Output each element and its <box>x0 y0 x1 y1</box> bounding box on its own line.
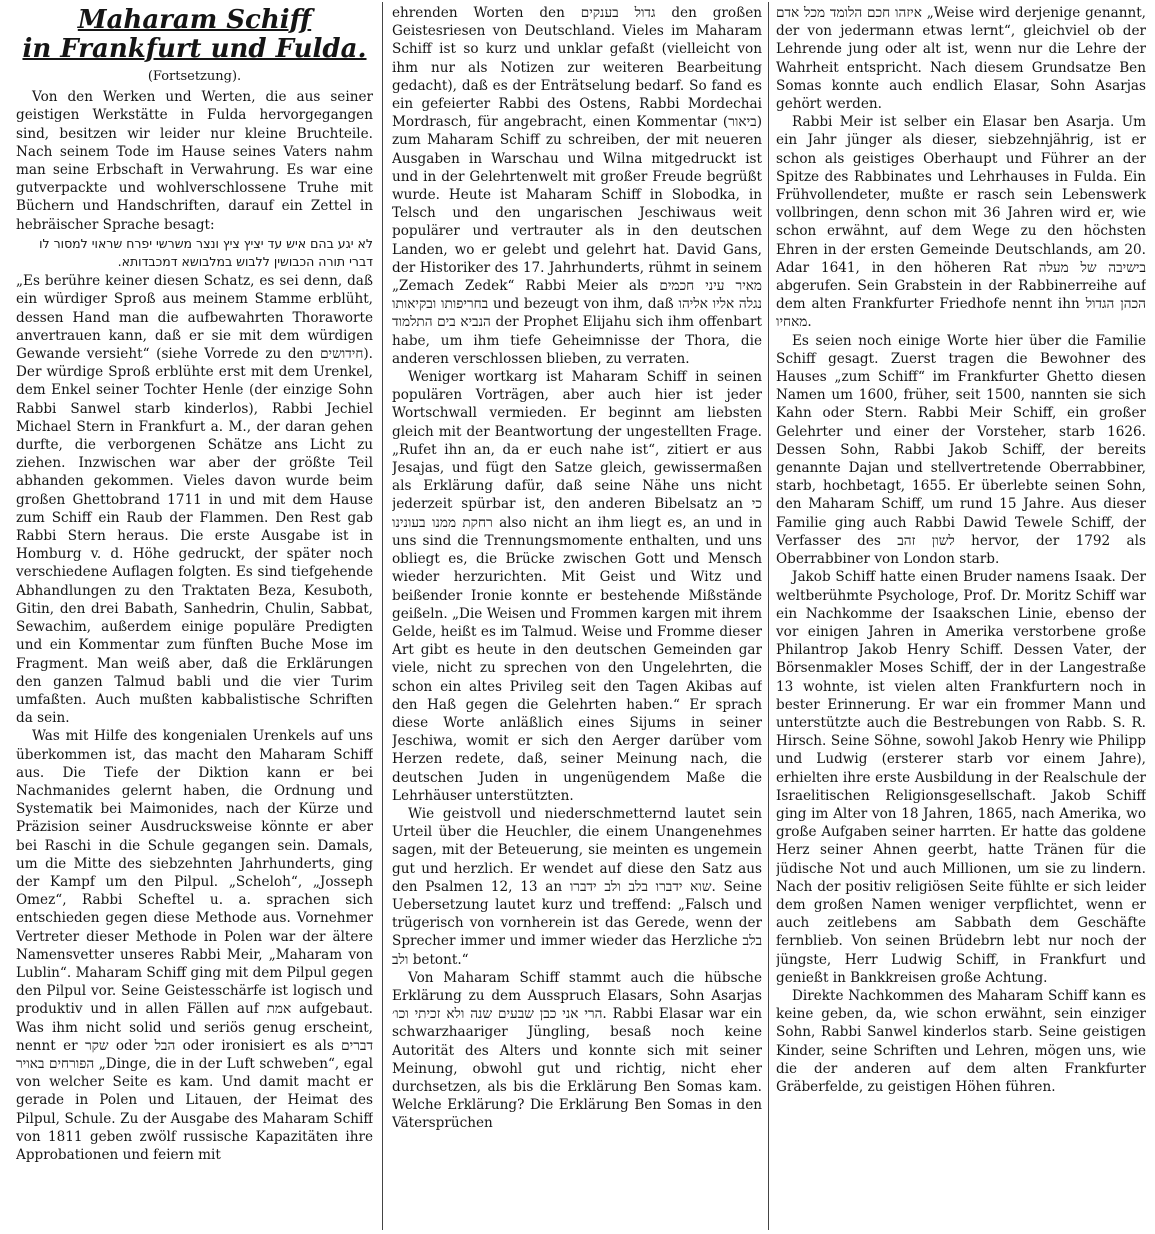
title-line-2: in Frankfurt und Fulda. <box>22 34 367 64</box>
article-subtitle: (Fortsetzung). <box>147 69 242 84</box>
paragraph: Von Maharam Schiff stammt auch die hübsche Erklärung zu dem Ausspruch Elasars, Sohn Asarjas ‎הרי אני כבן שבעים שנה ולא זכיתי וכו׳‎. Rabbi Elasar war ein schwarzhaariger Jüngling, besaß noch keine Autorität des Alters und konnte sich mit seiner Meinung, obwohl gut und richtig, nicht eher durchsetzen, als bis die Erklärung Ben Somas kam. Welche Erklärung? Die Erklärung Ben Somas in den Vätersprüchen <box>392 969 762 1132</box>
paragraph: Wie geistvoll und niederschmetternd lautet sein Urteil über die Heuchler, die einem Unangenehmes sagen, mit der Beteuerung, sie meinten es ungemein gut und herzlich. Er wendet auf diese den Satz aus den Psalmen 12, 13 an ‎שוא ידברו בלב ולב ידברו‎. Seine Uebersetzung lautet kurz und treffend: „Falsch und trügerisch von vornherein ist das Gerede, wenn der Sprecher immer und immer wieder das Herzliche ‎בלב ולב‎ betont.“ <box>392 805 762 968</box>
paragraph: Von den Werken und Werten, die aus seiner geistigen Werkstätte in Fulda hervorgegangen sind, besitzen wir leider nur kleine Bruchteile. Nach seinem Tode im Hause seines Vaters nahm man seine Erbschaft in Verwahrung. Es war eine gutverpackte und wohlverschlossene Truhe mit Büchern und Handschriften, darauf ein Zettel in hebräischer Sprache besagt: <box>16 89 373 233</box>
paragraph: Direkte Nachkommen des Maharam Schiff kann es keine geben, da, wie schon erwähnt, sein einziger Sohn, Rabbi Sanwel kinderlos starb. Seine geistigen Kinder, seine Schriften und Lehren, mögen uns, wie die der anderen auf dem alten Frankfurter Gräberfelde, zu geistigen Höhen führen. <box>776 987 1146 1095</box>
column-divider <box>768 2 769 1230</box>
paragraph: „Es berühre keiner diesen Schatz, es sei denn, daß ein würdiger Sproß aus meinem Stamme erblüht, dessen Hand man die aufbewahrten Thoraworte anvertrauen kann, daß er sie mit dem würdigen Gewande versieht“ (siehe Vorrede zu den ‎חידושים). Der würdige Sproß erblühte erst mit dem Urenkel, dem Enkel seiner Tochter Henle (der einzige Sohn Rabbi Sanwel starb kinderlos), Rabbi Jechiel Michael Stern in Frankfurt a. M., der daran gehen durfte, die verborgenen Schätze ans Licht zu ziehen. Inzwischen war aber der größte Teil abhanden gekommen. Vieles davon wurde beim großen Ghettobrand 1711 in und mit dem Hause zum Schiff ein Raub der Flammen. Den Rest gab Rabbi Stern heraus. Die erste Ausgabe ist in Homburg v. d. Höhe gedruckt, der später noch verschiedene Auflagen folgten. Es sind tiefgehende Abhandlungen zu den Traktaten Beza, Kesuboth, Gitin, den drei Babath, Sanhedrin, Chulin, Sabbat, Sewachim, außerdem einige populäre Predigten und ein Kommentar zum fünften Buche Mose im Fragment. Man weiß aber, daß die Erklärungen den ganzen Talmud babli und die vier Turim umfaßten. Auch mußten kabbalistische Schriften da sein. <box>16 273 373 727</box>
paragraph: Was mit Hilfe des kongenialen Urenkels auf uns überkommen ist, das macht den Maharam Schiff aus. Die Tiefe der Diktion kann er bei Nachmanides gelernt haben, die Ordnung und Systematik bei Maimonides, nach der Kürze und Präzision seiner Ausdrucksweise könnte er aber bei Raschi in die Schule gegangen sein. Damals, um die Mitte des siebzehnten Jahrhunderts, ging der Kampf um den Pilpul. „Scheloh“, „Josseph Omez“, Rabbi Scheftel u. a. sprachen sich entschieden gegen diese Methode aus. Vornehmer Vertreter dieser Methode in Polen war der ältere Namensvetter unseres Rabbi Meir, „Maharam von Lublin“. Maharam Schiff ging mit dem Pilpul gegen den Pilpul vor. Seine Geistesschärfe ist logisch und produktiv und in allen Fällen auf ‎אמת‎ aufgebaut. Was ihm nicht solid und seriös genug erscheint, nennt er ‎שקר‎ oder ‎הבל‎ oder ironisiert es als ‎דברים הפורחים באויר‎ „Dinge, die in der Luft schweben“, egal von welcher Seite es kam. Und damit macht er gerade in Polen und Litauen, der Heimat des Pilpul, Schule. Zu der Ausgabe des Maharam Schiff von 1811 geben zwölf russische Kapazitäten ihre Approbationen und feiern mit <box>16 728 373 1163</box>
paragraph: ‎איזהו חכם הלומד מכל אדם‎ „Weise wird derjenige genannt, der von jedermann etwas lernt“, gleichviel ob der Lehrende jung oder alt ist, wenn nur die Lehre der Wahrheit entspricht. Nach diesem Grundsatze Ben Somas konnte auch endlich Elasar, Sohn Asarjas gehört werden. <box>776 5 1146 113</box>
paragraph: ehrenden Worten den ‎גדול בענקים‎ den großen Geistesriesen von Deutschland. Vieles im Maharam Schiff ist so kurz und unklar gefaßt (vielleicht von ihm nur als Notizen zur weiteren Bearbeitung gedacht), daß es der Enträtselung bedarf. So fand es ein gefeierter Rabbi des Ostens, Rabbi Mordechai Mordrasch, für angebracht, einen Kommentar (‎ביאור‎) zum Maharam Schiff zu schreiben, der mit neueren Ausgaben in Warschau und Wilna mitgedruckt ist und in der Gelehrtenwelt mit großer Freude begrüßt wurde. Heute ist Maharam Schiff in Slobodka, in Telsch und den ungarischen Jeschiwaus weit populärer und vertrauter als in den deutschen Landen, wo er gelebt und gelehrt hat. David Gans, der Historiker des 17. Jahrhunderts, rühmt in seinem „Zemach Zedek“ Rabbi Meier als ‎מאיר עיני חכמים בחריפותו ובקיאותו‎ und bezeugt von ihm, daß ‎נגלה אליו אליהו הנביא בים התלמוד‎ der Prophet Elijahu sich ihm offenbart habe, um ihm tiefe Geheimnisse der Thora, die anderen verschlossen blieben, zu verraten. <box>392 5 762 367</box>
hebrew-inscription: לא יגע בהם איש עד יציץ ציץ ונצר משרשי יפרח שראוי למסור לו דברי תורה הכבושין ללבוש במלבושא דמכבדותא. <box>39 235 373 270</box>
column-3 <box>776 4 1146 1230</box>
article-title <box>16 6 373 64</box>
paragraph: Rabbi Meir ist selber ein Elasar ben Asarja. Um ein Jahr jünger als dieser, siebzehnjährig, ist er schon als geistiges Oberhaupt und Führer an der Spitze des Rabbinates und Lehrhauses in Fulda. Ein Frühvollendeter, mußte er rasch sein Lebenswerk vollbringen, denn schon mit 36 Jahren wird er, wie schon erwähnt, auf dem Wege zu den höchsten Ehren in der ersten Gemeinde Deutschlands, am 20. Adar 1641, in den höheren Rat ‎בישיבה של מעלה‎ abgerufen. Sein Grabstein in der Rabbinerreihe auf dem alten Frankfurter Friedhofe nennt ihn ‎הכהן הגדול מאחיו‎. <box>776 114 1146 331</box>
column-1 <box>16 4 373 1230</box>
paragraph: Weniger wortkarg ist Maharam Schiff in seinen populären Vorträgen, aber auch hier ist jeder Wortschwall vermieden. Er beginnt am liebsten gleich mit der Beantwortung der ungestellten Frage. „Rufet ihn an, da er euch nahe ist“, zitiert er aus Jesajas, und fügt den Satze gleich, gewissermaßen als Erklärung dafür, daß seine Nähe uns nicht jederzeit spürbar ist, den anderen Bibelsatz an ‎כי רחקת ממנו בעונינו‎ also nicht an ihm liegt es, an und in uns sind die Trennungsmomente enthalten, und uns obliegt es, die Brücke zwischen Gott und Mensch wieder herzurichten. Mit Geist und Witz und beißender Ironie konnte er bestehende Mißstände geißeln. „Die Weisen und Frommen kargen mit ihrem Gelde, heißt es im Talmud. Weise und Fromme dieser Art gibt es heute in den deutschen Gemeinden gar viele, nicht zu sprechen von den Ungelehrten, die schon ein altes Privileg seit den Tagen Akibas auf den Haß gegen die Gelehrten haben.“ Er sprach diese Worte anläßlich eines Sijums in seiner Jeschiwa, womit er sich den Aerger darüber vom Herzen redete, daß, seiner Meinung nach, die deutschen Juden in ungenügendem Maße die Lehrhäuser unterstützten. <box>392 369 762 804</box>
column-divider <box>382 2 383 1230</box>
paragraph: Es seien noch einige Worte hier über die Familie Schiff gesagt. Zuerst tragen die Bewohner des Hauses „zum Schiff“ im Frankfurter Ghetto diesen Namen um 1600, früher, seit 1500, nannten sie sich Kahn oder Stern. Rabbi Meir Schiff, ein großer Gelehrter und einer der Vorsteher, starb 1626. Dessen Sohn, Rabbi Jakob Schiff, der bereits genannte Dajan und stellvertretende Oberrabbiner, starb, hochbetagt, 1655. Er überlebte seinen Sohn, den Maharam Schiff, um rund 15 Jahre. Aus dieser Familie ging auch Rabbi Dawid Tewele Schiff, der Verfasser des ‎לשון זהב‎ hervor, der 1792 als Oberrabbiner von London starb. <box>776 332 1146 568</box>
paragraph: Jakob Schiff hatte einen Bruder namens Isaak. Der weltberühmte Psychologe, Prof. Dr. Moritz Schiff war ein Nachkomme der Isaakschen Linie, ebenso der vor einigen Jahren in Amerika verstorbene große Philantrop Jakob Henry Schiff. Dessen Vater, der Börsenmakler Moses Schiff, der in der Langestraße 13 wohnte, ist vielen alten Frankfurtern noch in bester Erinnerung. Er war ein frommer Mann und unterstützte auch die Bestrebungen von Rabb. S. R. Hirsch. Seine Söhne, sowohl Jakob Henry wie Philipp und Ludwig (ersterer starb vor einem Jahre), erhielten ihre erste Ausbildung in der Realschule der Israelitischen Religionsgesellschaft. Jakob Schiff ging im Alter von 18 Jahren, 1865, nach Amerika, wo große Aufgaben seiner harrten. Er hatte das goldene Herz seiner Ahnen geerbt, hatte Tränen für die jüdische Not und auch Millionen, um sie zu lindern. Nach der positiv religiösen Seite fühlte er sich leider dem großen Namen weniger verpflichtet, wenn er auch zeitlebens am Sabbath dem Geschäfte fernblieb. Von seinen Brüdebrn lebt nur noch der jüngste, Herr Ludwig Schiff, in Frankfurt und genießt in Bankkreisen große Achtung. <box>776 569 1146 986</box>
title-line-1: Maharam Schiff <box>77 5 312 35</box>
column-2 <box>392 4 762 1230</box>
